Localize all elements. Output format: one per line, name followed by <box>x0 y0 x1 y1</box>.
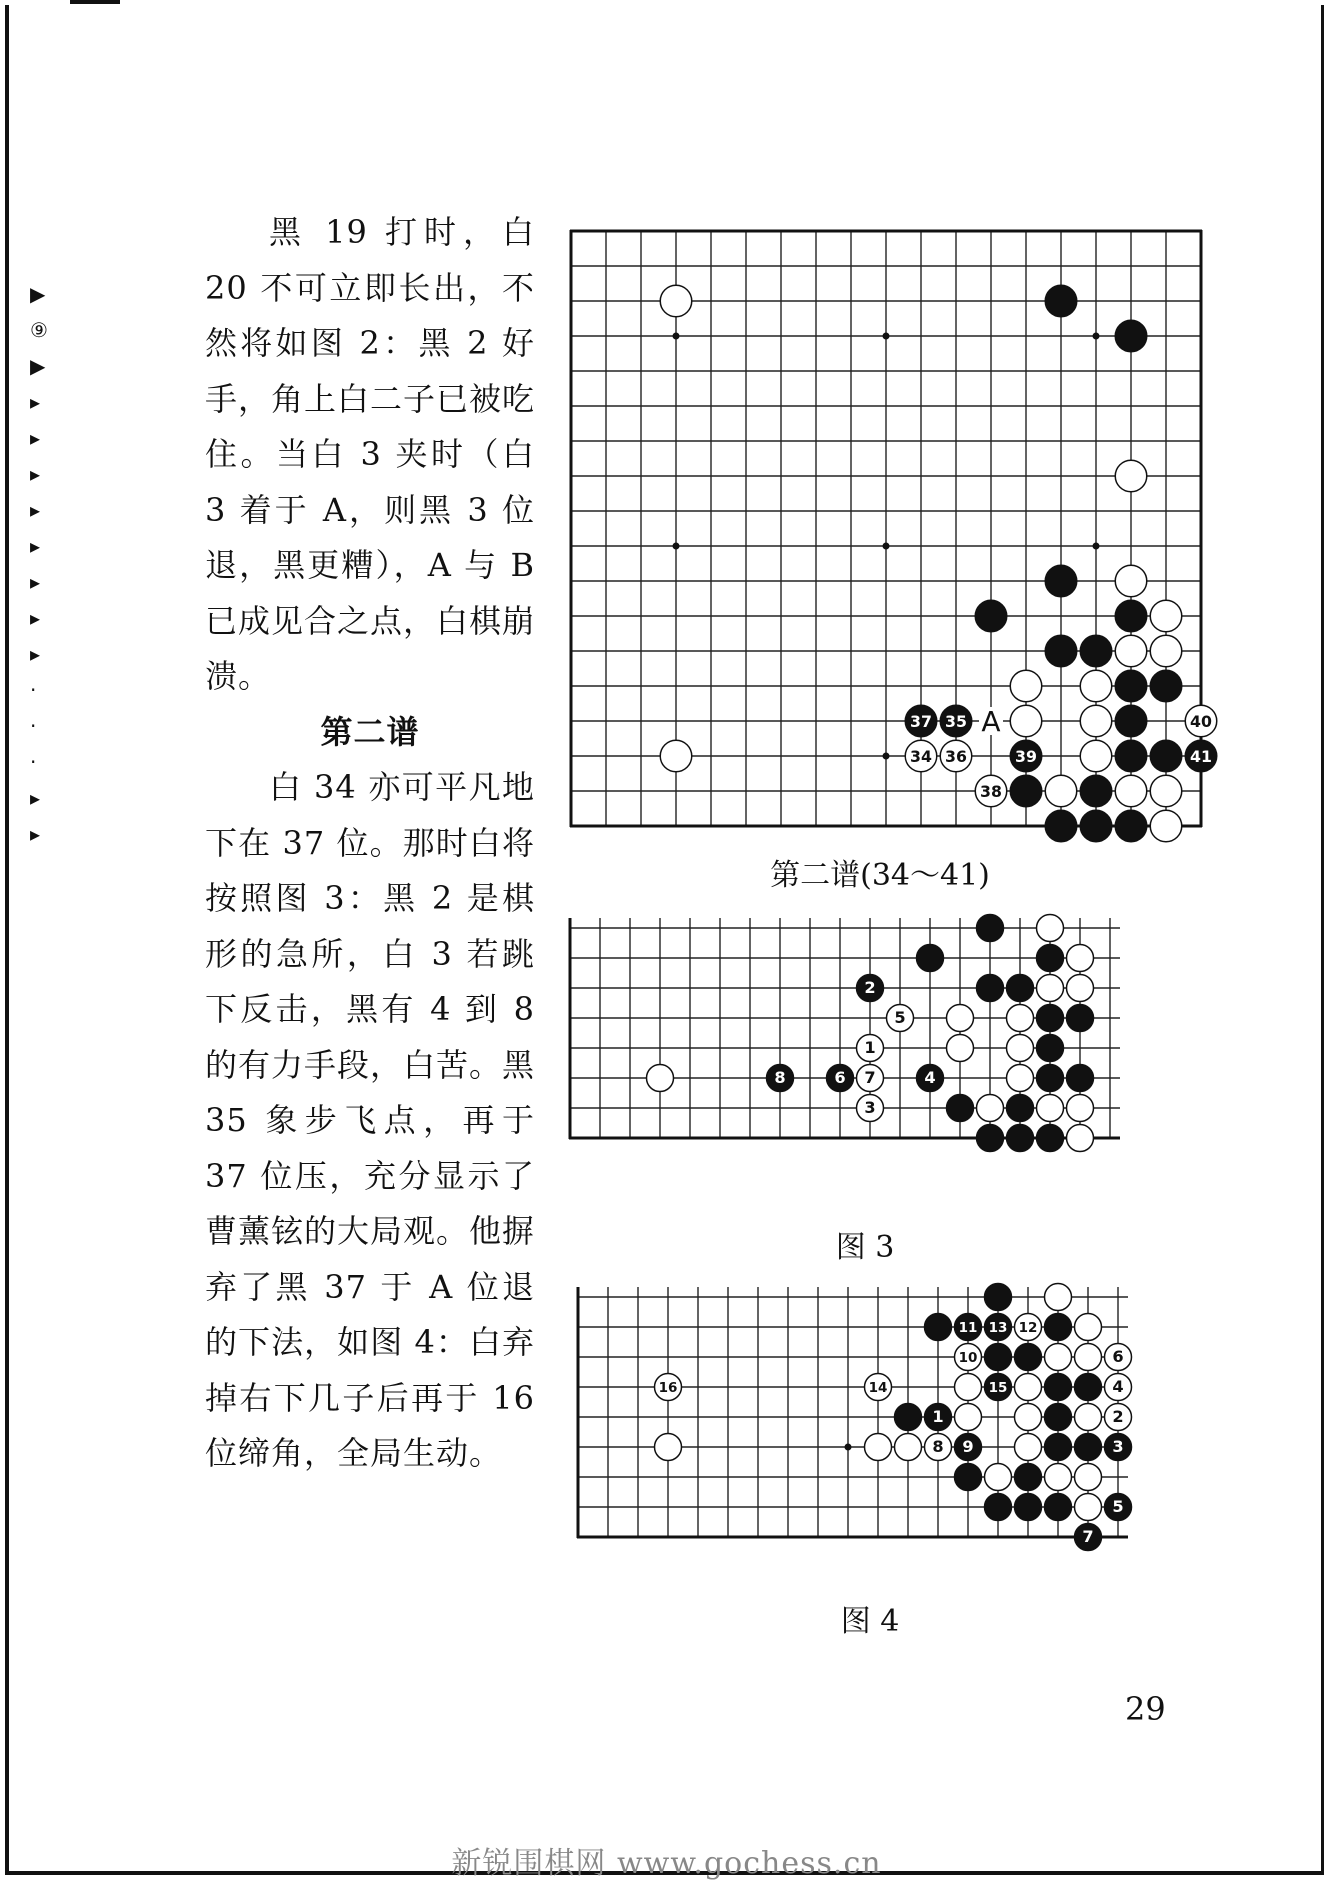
stone-disc <box>1037 1095 1064 1122</box>
stone-disc <box>1007 1035 1034 1062</box>
black-stone <box>1115 670 1147 702</box>
white-stone <box>1010 670 1042 702</box>
move-number: 37 <box>910 711 932 731</box>
stone-disc <box>1045 1404 1072 1431</box>
stone-disc <box>985 1284 1012 1311</box>
diagram-3-caption: 图 3 <box>835 1230 895 1265</box>
stone-disc <box>1007 1125 1034 1152</box>
move-number: 5 <box>894 1008 906 1028</box>
stone-disc <box>660 740 692 772</box>
stone-disc <box>1115 565 1147 597</box>
stone-disc <box>1037 915 1064 942</box>
stone-disc <box>1037 945 1064 972</box>
black-stone <box>1045 1374 1072 1401</box>
stone-disc <box>1075 1434 1102 1461</box>
white-stone <box>1075 1494 1102 1521</box>
stone-disc <box>1067 945 1094 972</box>
black-stone <box>917 945 944 972</box>
stone-disc <box>865 1434 892 1461</box>
margin-mark: ▸ <box>30 822 41 846</box>
body-text <box>205 205 535 1482</box>
white-stone <box>655 1374 682 1401</box>
black-stone <box>1015 1464 1042 1491</box>
stone-disc <box>1045 1494 1072 1521</box>
stone-disc <box>977 1095 1004 1122</box>
stone-disc <box>1007 1065 1034 1092</box>
stone-disc <box>1115 740 1147 772</box>
black-stone <box>827 1065 854 1092</box>
stone-disc <box>917 945 944 972</box>
white-stone <box>1067 975 1094 1002</box>
move-number: 8 <box>774 1068 786 1088</box>
white-stone <box>857 1065 884 1092</box>
stone-disc <box>1067 1065 1094 1092</box>
star-point <box>845 1444 852 1451</box>
margin-mark: · <box>30 714 37 738</box>
margin-mark: ▸ <box>30 498 41 522</box>
stone-disc <box>925 1314 952 1341</box>
black-stone <box>1007 1125 1034 1152</box>
white-stone <box>865 1374 892 1401</box>
white-stone <box>1010 705 1042 737</box>
white-stone <box>1007 1035 1034 1062</box>
stone-disc <box>1067 1125 1094 1152</box>
black-stone <box>1080 810 1112 842</box>
move-number: 12 <box>1018 1320 1038 1337</box>
margin-marks <box>30 276 54 852</box>
stone-disc <box>647 1065 674 1092</box>
stone-disc <box>1115 600 1147 632</box>
white-stone <box>955 1404 982 1431</box>
margin-mark: ▸ <box>30 534 41 558</box>
move-number: 7 <box>1082 1527 1094 1547</box>
move-number: 34 <box>910 746 932 766</box>
white-stone <box>1105 1404 1132 1431</box>
black-stone <box>955 1434 982 1461</box>
stone-disc <box>1067 1005 1094 1032</box>
stone-disc <box>1115 810 1147 842</box>
move-number: 2 <box>864 978 876 998</box>
black-stone <box>955 1314 982 1341</box>
margin-mark: ▸ <box>30 390 41 414</box>
stone-disc <box>1007 1005 1034 1032</box>
white-stone <box>1075 1464 1102 1491</box>
stone-disc <box>1150 635 1182 667</box>
black-stone <box>1010 775 1042 807</box>
black-stone <box>985 1344 1012 1371</box>
stone-disc <box>955 1404 982 1431</box>
stone-disc <box>1080 670 1112 702</box>
stone-disc <box>1075 1404 1102 1431</box>
move-number: 1 <box>864 1038 876 1058</box>
stone-disc <box>1015 1434 1042 1461</box>
white-stone <box>1067 1125 1094 1152</box>
black-stone <box>925 1314 952 1341</box>
black-stone <box>977 975 1004 1002</box>
margin-mark: ▸ <box>30 606 41 630</box>
black-stone <box>985 1374 1012 1401</box>
stone-disc <box>1075 1374 1102 1401</box>
black-stone <box>1037 1035 1064 1062</box>
stone-disc <box>1045 285 1077 317</box>
stone-disc <box>1015 1404 1042 1431</box>
black-stone <box>857 975 884 1002</box>
white-stone <box>1037 975 1064 1002</box>
go-board-diagram-3 <box>570 910 1210 1210</box>
margin-mark: · <box>30 750 37 774</box>
paragraph-intro: 黑 19 打时，白 20 不可立即长出，不然将如图 2：黑 2 好手，角上白二子已被吃住。当白 3 夹时（白 3 着于 A，则黑 3 位退，黑更糟），A 与 B 已成见合之点，白棋崩溃。 <box>205 213 536 695</box>
white-stone <box>1150 635 1182 667</box>
move-number: 11 <box>958 1320 978 1337</box>
white-stone <box>1037 1095 1064 1122</box>
white-stone <box>660 285 692 317</box>
move-number: 41 <box>1190 746 1212 766</box>
stone-disc <box>955 1374 982 1401</box>
white-stone <box>865 1434 892 1461</box>
black-stone <box>1037 1005 1064 1032</box>
stone-disc <box>1037 1125 1064 1152</box>
stone-disc <box>1037 1005 1064 1032</box>
stone-disc <box>1080 635 1112 667</box>
black-stone <box>985 1494 1012 1521</box>
stone-disc <box>985 1494 1012 1521</box>
paragraph-analysis: 白 34 亦可平凡地下在 37 位。那时白将按照图 3：黑 2 是棋形的急所，白 3 若跳下反击，黑有 4 到 8 的有力手段，白苦。黑 35 象步飞点，再于 37 位压，充分显示了曹薰铉的大局观。他摒弃了黑 37 于 A 位退的下法，如图 4：白弃掉右下几子后再于 16 位缔角，全局生动。 <box>205 768 536 1472</box>
white-stone <box>977 1095 1004 1122</box>
black-stone <box>977 1125 1004 1152</box>
move-number: 38 <box>980 781 1002 801</box>
move-number: 6 <box>834 1068 846 1088</box>
margin-mark: ▸ <box>30 642 41 666</box>
white-stone <box>947 1005 974 1032</box>
stone-disc <box>1015 1494 1042 1521</box>
white-stone <box>985 1464 1012 1491</box>
diagram-main-caption: 第二谱(34～41) <box>770 858 990 893</box>
stone-disc <box>1045 1374 1072 1401</box>
white-stone <box>947 1035 974 1062</box>
white-stone <box>975 775 1007 807</box>
stone-disc <box>1150 740 1182 772</box>
stone-disc <box>955 1464 982 1491</box>
black-stone <box>1115 740 1147 772</box>
white-stone <box>1015 1374 1042 1401</box>
white-stone <box>1150 775 1182 807</box>
black-stone <box>1015 1494 1042 1521</box>
white-stone <box>655 1434 682 1461</box>
white-stone <box>887 1005 914 1032</box>
white-stone <box>1045 1284 1072 1311</box>
star-point <box>673 543 680 550</box>
black-stone <box>1185 740 1217 772</box>
stone-disc <box>1045 1434 1072 1461</box>
black-stone <box>767 1065 794 1092</box>
stone-disc <box>947 1035 974 1062</box>
diagram-4-caption: 图 4 <box>840 1604 900 1639</box>
stone-disc <box>985 1464 1012 1491</box>
top-edge-mark <box>70 0 120 4</box>
stone-disc <box>895 1404 922 1431</box>
white-stone <box>857 1095 884 1122</box>
black-stone <box>1007 1095 1034 1122</box>
stone-disc <box>1080 740 1112 772</box>
black-stone <box>1045 1404 1072 1431</box>
black-stone <box>1075 1374 1102 1401</box>
white-stone <box>1045 1344 1072 1371</box>
stone-disc <box>947 1095 974 1122</box>
black-stone <box>1037 1065 1064 1092</box>
stone-disc <box>1075 1344 1102 1371</box>
move-number: 16 <box>658 1380 678 1397</box>
black-stone <box>905 705 937 737</box>
black-stone <box>1045 1314 1072 1341</box>
white-stone <box>1105 1344 1132 1371</box>
white-stone <box>1080 670 1112 702</box>
stone-disc <box>1067 1095 1094 1122</box>
black-stone <box>1115 810 1147 842</box>
stone-disc <box>947 1005 974 1032</box>
black-stone <box>917 1065 944 1092</box>
move-number: 2 <box>1112 1407 1124 1427</box>
white-stone <box>1150 810 1182 842</box>
stone-disc <box>1045 565 1077 597</box>
white-stone <box>1045 1464 1072 1491</box>
black-stone <box>1045 565 1077 597</box>
stone-disc <box>1010 775 1042 807</box>
black-stone <box>1080 775 1112 807</box>
move-number: 8 <box>932 1437 944 1457</box>
stone-disc <box>1007 975 1034 1002</box>
stone-disc <box>1045 775 1077 807</box>
white-stone <box>1115 565 1147 597</box>
black-stone <box>1007 975 1034 1002</box>
black-stone <box>1045 810 1077 842</box>
move-number: 7 <box>864 1068 876 1088</box>
white-stone <box>1080 705 1112 737</box>
white-stone <box>955 1344 982 1371</box>
black-stone <box>1015 1344 1042 1371</box>
stone-disc <box>1045 1284 1072 1311</box>
point-label-a: A <box>981 705 1001 738</box>
black-stone <box>1037 945 1064 972</box>
stone-disc <box>660 285 692 317</box>
white-stone <box>1080 740 1112 772</box>
white-stone <box>955 1374 982 1401</box>
stone-disc <box>1150 775 1182 807</box>
move-number: 39 <box>1015 746 1037 766</box>
white-stone <box>1185 705 1217 737</box>
white-stone <box>1105 1374 1132 1401</box>
move-number: 9 <box>962 1437 974 1457</box>
stone-disc <box>1115 635 1147 667</box>
white-stone <box>940 740 972 772</box>
white-stone <box>1007 1065 1034 1092</box>
star-point <box>673 333 680 340</box>
black-stone <box>1115 705 1147 737</box>
stone-disc <box>1045 1464 1072 1491</box>
white-stone <box>905 740 937 772</box>
white-stone <box>1067 1095 1094 1122</box>
stone-disc <box>1115 775 1147 807</box>
black-stone <box>977 915 1004 942</box>
move-number: 4 <box>1112 1377 1124 1397</box>
stone-disc <box>1115 320 1147 352</box>
move-number: 40 <box>1190 711 1212 731</box>
white-stone <box>1015 1434 1042 1461</box>
black-stone <box>1075 1524 1102 1551</box>
move-number: 13 <box>988 1320 1008 1337</box>
stone-disc <box>975 600 1007 632</box>
move-number: 35 <box>945 711 967 731</box>
margin-mark: ▶ <box>30 282 46 306</box>
white-stone <box>647 1065 674 1092</box>
stone-disc <box>1015 1344 1042 1371</box>
black-stone <box>1010 740 1042 772</box>
go-board-diagram-main <box>563 221 1212 851</box>
stone-disc <box>1115 670 1147 702</box>
stone-disc <box>1015 1464 1042 1491</box>
star-point <box>1093 543 1100 550</box>
black-stone <box>1115 320 1147 352</box>
stone-disc <box>655 1434 682 1461</box>
footer-watermark: 新锐围棋网 www.gochess.cn <box>451 1846 882 1881</box>
move-number: 14 <box>868 1380 888 1397</box>
margin-mark: ▸ <box>30 786 41 810</box>
black-stone <box>925 1404 952 1431</box>
stone-disc <box>1037 1035 1064 1062</box>
black-stone <box>985 1284 1012 1311</box>
black-stone <box>1105 1434 1132 1461</box>
white-stone <box>660 740 692 772</box>
black-stone <box>1045 1434 1072 1461</box>
margin-mark: ▸ <box>30 426 41 450</box>
stone-disc <box>1015 1374 1042 1401</box>
black-stone <box>1115 600 1147 632</box>
stone-disc <box>1080 810 1112 842</box>
black-stone <box>1105 1494 1132 1521</box>
black-stone <box>1045 285 1077 317</box>
stone-disc <box>1037 975 1064 1002</box>
stone-disc <box>1080 775 1112 807</box>
white-stone <box>1015 1404 1042 1431</box>
white-stone <box>1067 945 1094 972</box>
star-point <box>883 753 890 760</box>
white-stone <box>1115 775 1147 807</box>
white-stone <box>1045 775 1077 807</box>
black-stone <box>1067 1065 1094 1092</box>
stone-disc <box>1150 670 1182 702</box>
margin-mark: ▸ <box>30 462 41 486</box>
go-board-diagram-4 <box>574 1281 1214 1601</box>
stone-disc <box>1067 975 1094 1002</box>
margin-mark: ▶ <box>30 354 46 378</box>
black-stone <box>895 1404 922 1431</box>
stone-disc <box>977 915 1004 942</box>
white-stone <box>1115 460 1147 492</box>
stone-disc <box>977 1125 1004 1152</box>
star-point <box>1093 333 1100 340</box>
stone-disc <box>1075 1314 1102 1341</box>
stone-disc <box>977 975 1004 1002</box>
stone-disc <box>1010 705 1042 737</box>
black-stone <box>940 705 972 737</box>
black-stone <box>1045 1494 1072 1521</box>
move-number: 10 <box>958 1350 978 1367</box>
stone-disc <box>1075 1494 1102 1521</box>
stone-disc <box>1150 810 1182 842</box>
stone-disc <box>1080 705 1112 737</box>
star-point <box>883 543 890 550</box>
move-number: 3 <box>1112 1437 1124 1457</box>
section-title: 第二谱 <box>320 712 420 751</box>
black-stone <box>985 1314 1012 1341</box>
white-stone <box>925 1434 952 1461</box>
star-point <box>883 333 890 340</box>
black-stone <box>1080 635 1112 667</box>
black-stone <box>955 1464 982 1491</box>
white-stone <box>1015 1314 1042 1341</box>
stone-disc <box>1075 1464 1102 1491</box>
stone-disc <box>1115 705 1147 737</box>
stone-disc <box>1045 635 1077 667</box>
white-stone <box>895 1434 922 1461</box>
white-stone <box>1150 600 1182 632</box>
white-stone <box>1075 1344 1102 1371</box>
stone-disc <box>1045 1344 1072 1371</box>
black-stone <box>1075 1434 1102 1461</box>
stone-disc <box>1010 670 1042 702</box>
stone-disc <box>1045 1314 1072 1341</box>
black-stone <box>1150 670 1182 702</box>
move-number: 6 <box>1112 1347 1124 1367</box>
move-number: 3 <box>864 1098 876 1118</box>
white-stone <box>1075 1404 1102 1431</box>
white-stone <box>1007 1005 1034 1032</box>
stone-disc <box>985 1344 1012 1371</box>
stone-disc <box>895 1434 922 1461</box>
white-stone <box>857 1035 884 1062</box>
move-number: 36 <box>945 746 967 766</box>
stone-disc <box>1007 1095 1034 1122</box>
black-stone <box>1067 1005 1094 1032</box>
move-number: 1 <box>932 1407 944 1427</box>
white-stone <box>1075 1314 1102 1341</box>
white-stone <box>1115 635 1147 667</box>
margin-mark: ⑨ <box>30 318 48 342</box>
stone-disc <box>1150 600 1182 632</box>
stone-disc <box>1037 1065 1064 1092</box>
page-number: 29 <box>1125 1690 1166 1728</box>
black-stone <box>1150 740 1182 772</box>
move-number: 15 <box>988 1380 1008 1397</box>
black-stone <box>1037 1125 1064 1152</box>
move-number: 4 <box>924 1068 936 1088</box>
black-stone <box>947 1095 974 1122</box>
move-number: 5 <box>1112 1497 1124 1517</box>
black-stone <box>975 600 1007 632</box>
black-stone <box>1045 635 1077 667</box>
margin-mark: · <box>30 678 37 702</box>
stone-disc <box>1115 460 1147 492</box>
margin-mark: ▸ <box>30 570 41 594</box>
white-stone <box>1037 915 1064 942</box>
stone-disc <box>1045 810 1077 842</box>
